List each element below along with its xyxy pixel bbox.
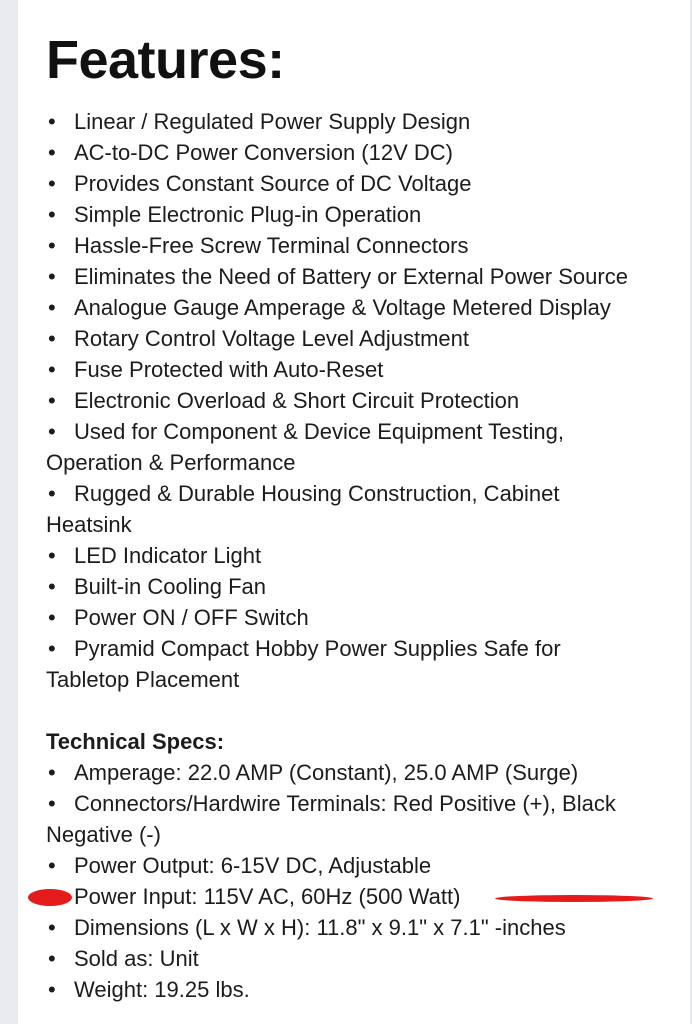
bullet-icon: • — [48, 481, 56, 506]
bullet-icon: • — [48, 977, 56, 1002]
bullet-icon: • — [48, 233, 56, 258]
list-item: • Fuse Protected with Auto-Reset — [46, 354, 686, 385]
bullet-icon: • — [48, 791, 56, 816]
bullet-icon: • — [48, 760, 56, 785]
bullet-icon: • — [48, 946, 56, 971]
list-item: • Electronic Overload & Short Circuit Protection — [46, 385, 686, 416]
list-item-highlighted: Power Input: 115V AC, 60Hz (500 Watt) — [46, 881, 686, 912]
red-highlight-mark-left — [28, 889, 72, 906]
document-content — [46, 30, 686, 1005]
list-item: • Rotary Control Voltage Level Adjustment — [46, 323, 686, 354]
specs-list — [46, 757, 686, 1005]
features-heading: Features: — [46, 30, 285, 90]
list-item-continuation: Operation & Performance — [46, 450, 296, 475]
document-page — [18, 0, 690, 1024]
section-spacer — [46, 695, 686, 726]
features-list — [46, 106, 686, 695]
red-highlight-mark-right — [495, 895, 653, 902]
bullet-icon: • — [48, 574, 56, 599]
list-item: • Power Output: 6-15V DC, Adjustable — [46, 850, 686, 881]
bullet-icon: • — [48, 357, 56, 382]
bullet-icon: • — [48, 109, 56, 134]
list-item-continuation: Negative (-) — [46, 822, 161, 847]
bullet-icon: • — [48, 853, 56, 878]
bullet-icon: • — [48, 419, 56, 444]
bullet-icon: • — [48, 326, 56, 351]
list-item-continuation: Tabletop Placement — [46, 667, 240, 692]
list-item: • Pyramid Compact Hobby Power Supplies Safe for — [46, 633, 686, 664]
bullet-icon: • — [48, 202, 56, 227]
bullet-icon: • — [48, 605, 56, 630]
bullet-icon: • — [48, 636, 56, 661]
list-item: • LED Indicator Light — [46, 540, 686, 571]
specs-heading: Technical Specs: — [46, 729, 225, 754]
list-item: • Built-in Cooling Fan — [46, 571, 686, 602]
list-item-continuation: Heatsink — [46, 512, 132, 537]
bullet-icon: • — [48, 543, 56, 568]
bullet-icon: • — [48, 388, 56, 413]
list-item: • Rugged & Durable Housing Construction, Cabinet — [46, 478, 686, 509]
list-item: • Weight: 19.25 lbs. — [46, 974, 686, 1005]
list-item: • Amperage: 22.0 AMP (Constant), 25.0 AMP (Surge) — [46, 757, 686, 788]
bullet-icon: • — [48, 171, 56, 196]
list-item: • Simple Electronic Plug-in Operation — [46, 199, 686, 230]
list-item: • Sold as: Unit — [46, 943, 686, 974]
bullet-icon: • — [48, 264, 56, 289]
bullet-icon: • — [48, 140, 56, 165]
bullet-icon: • — [48, 295, 56, 320]
list-item: • AC-to-DC Power Conversion (12V DC) — [46, 137, 686, 168]
list-item: • Eliminates the Need of Battery or External Power Source — [46, 261, 686, 292]
list-item: • Dimensions (L x W x H): 11.8" x 9.1" x 7.1" -inches — [46, 912, 686, 943]
list-item: • Hassle-Free Screw Terminal Connectors — [46, 230, 686, 261]
list-item: • Linear / Regulated Power Supply Design — [46, 106, 686, 137]
bullet-icon: • — [48, 915, 56, 940]
list-item: • Analogue Gauge Amperage & Voltage Metered Display — [46, 292, 686, 323]
list-item: • Used for Component & Device Equipment Testing, — [46, 416, 686, 447]
list-item: • Power ON / OFF Switch — [46, 602, 686, 633]
list-item: • Provides Constant Source of DC Voltage — [46, 168, 686, 199]
list-item: • Connectors/Hardwire Terminals: Red Positive (+), Black — [46, 788, 686, 819]
